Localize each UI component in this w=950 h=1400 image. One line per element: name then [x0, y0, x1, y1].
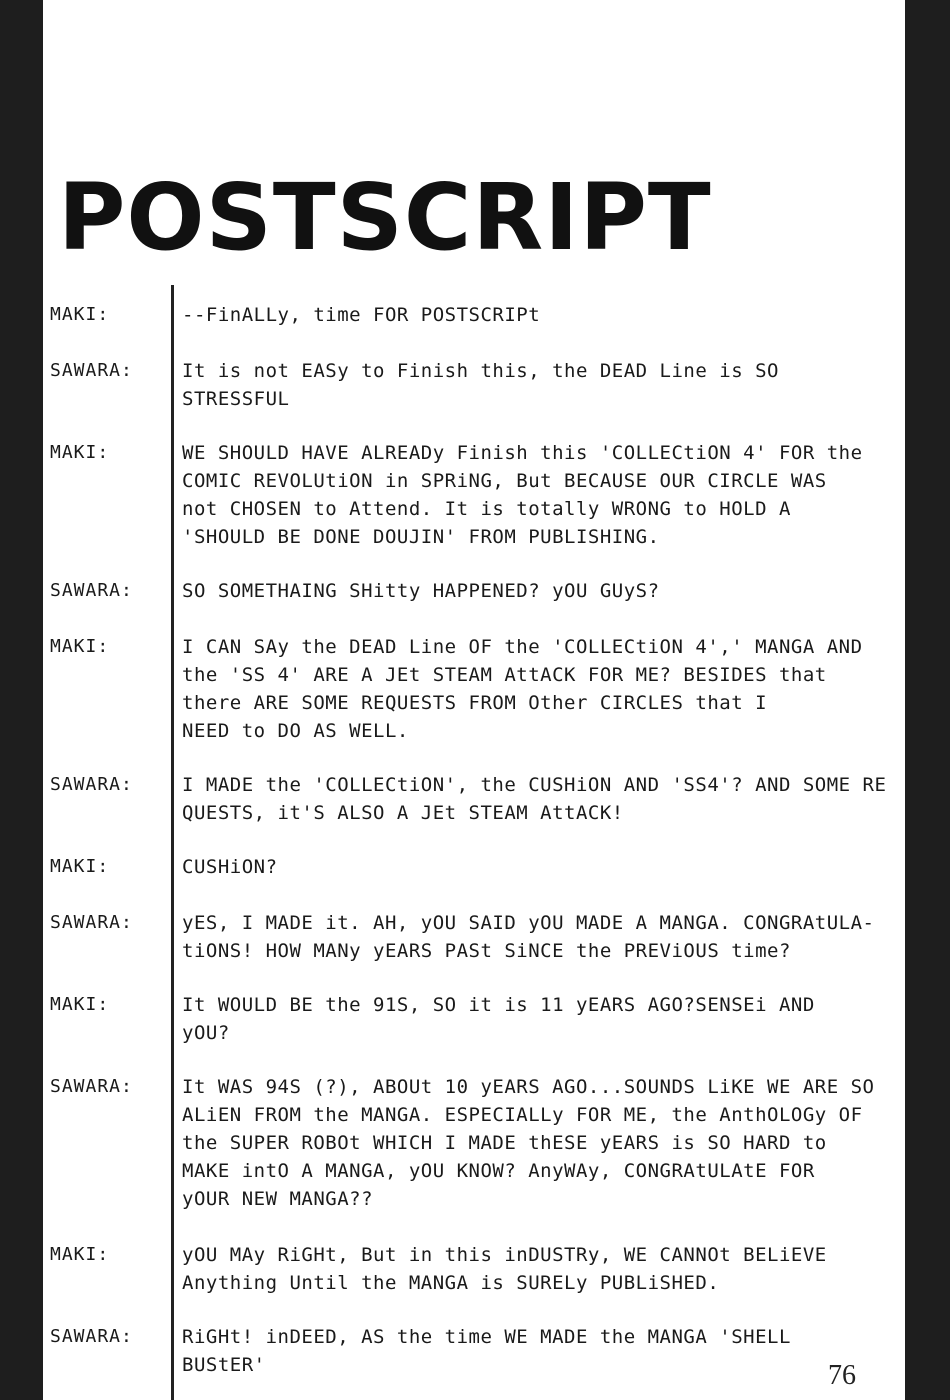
- speaker-label: SAWARA:: [50, 580, 133, 601]
- speaker-label: MAKI:: [50, 442, 110, 463]
- dialogue-line: WE SHOULD HAVE ALREADy Finish this 'COLLECtiON 4' FOR the: [182, 442, 863, 464]
- dialogue-line: It WOULD BE the 91S, SO it is 11 yEARS AGO?SENSEi AND: [182, 994, 815, 1016]
- dialogue-line: yES, I MADE it. AH, yOU SAID yOU MADE A MANGA. CONGRAtULA-: [182, 912, 875, 934]
- dialogue-line: NEED to DO AS WELL.: [182, 720, 409, 742]
- dialogue-line: yOU MAy RiGHt, But in this inDUSTRy, WE CANNOt BELiEVE: [182, 1244, 827, 1266]
- left-page-edge: [0, 0, 43, 1400]
- column-divider: [171, 285, 174, 1400]
- page-title: POSTSCRIPT: [58, 164, 712, 271]
- speaker-label: MAKI:: [50, 856, 110, 877]
- speaker-label: SAWARA:: [50, 1326, 133, 1347]
- dialogue-line: the 'SS 4' ARE A JEt STEAM AttACK FOR ME? BESIDES that: [182, 664, 827, 686]
- speaker-label: SAWARA:: [50, 360, 133, 381]
- dialogue-line: SO SOMETHAING SHitty HAPPENED? yOU GUyS?: [182, 580, 660, 602]
- dialogue-line: not CHOSEN to Attend. It is totally WRONG to HOLD A: [182, 498, 791, 520]
- dialogue-line: --FinALLy, time FOR POSTSCRIPt: [182, 304, 541, 326]
- dialogue-line: BUStER': [182, 1354, 266, 1376]
- page-number: 76: [828, 1360, 856, 1391]
- speaker-label: MAKI:: [50, 304, 110, 325]
- dialogue-line: yOU?: [182, 1022, 230, 1044]
- dialogue-line: ALiEN FROM the MANGA. ESPECIALLy FOR ME, the AnthOLOGy OF: [182, 1104, 863, 1126]
- speaker-label: MAKI:: [50, 994, 110, 1015]
- dialogue-line: I MADE the 'COLLECtiON', the CUSHiON AND 'SS4'? AND SOME RE: [182, 774, 887, 796]
- speaker-label: MAKI:: [50, 1244, 110, 1265]
- speaker-label: SAWARA:: [50, 1076, 133, 1097]
- speaker-label: SAWARA:: [50, 912, 133, 933]
- dialogue-line: I CAN SAy the DEAD Line OF the 'COLLECtiON 4',' MANGA AND: [182, 636, 863, 658]
- dialogue-line: yOUR NEW MANGA??: [182, 1188, 374, 1210]
- speaker-label: SAWARA:: [50, 774, 133, 795]
- dialogue-line: COMIC REVOLUtiON in SPRiNG, But BECAUSE OUR CIRCLE WAS: [182, 470, 827, 492]
- speaker-label: MAKI:: [50, 636, 110, 657]
- dialogue-line: there ARE SOME REQUESTS FROM Other CIRCLES that I: [182, 692, 768, 714]
- dialogue-line: CUSHiON?: [182, 856, 278, 878]
- dialogue-line: STRESSFUL: [182, 388, 290, 410]
- dialogue-line: the SUPER ROBOt WHICH I MADE thESE yEARS is SO HARD to: [182, 1132, 827, 1154]
- dialogue-line: tiONS! HOW MANy yEARS PASt SiNCE the PREViOUS time?: [182, 940, 791, 962]
- dialogue-line: 'SHOULD BE DONE DOUJIN' FROM PUBLISHING.: [182, 526, 660, 548]
- dialogue-line: It WAS 94S (?), ABOUt 10 yEARS AGO...SOUNDS LiKE WE ARE SO: [182, 1076, 875, 1098]
- dialogue-line: It is not EASy to Finish this, the DEAD Line is SO: [182, 360, 779, 382]
- dialogue-line: MAKE intO A MANGA, yOU KNOW? AnyWAy, CONGRAtULAtE FOR: [182, 1160, 815, 1182]
- dialogue-line: RiGHt! inDEED, AS the time WE MADE the MANGA 'SHELL: [182, 1326, 791, 1348]
- dialogue-line: Anything Until the MANGA is SURELy PUBLiSHED.: [182, 1272, 720, 1294]
- right-page-edge: [905, 0, 950, 1400]
- dialogue-line: QUESTS, it'S ALSO A JEt STEAM AttACK!: [182, 802, 624, 824]
